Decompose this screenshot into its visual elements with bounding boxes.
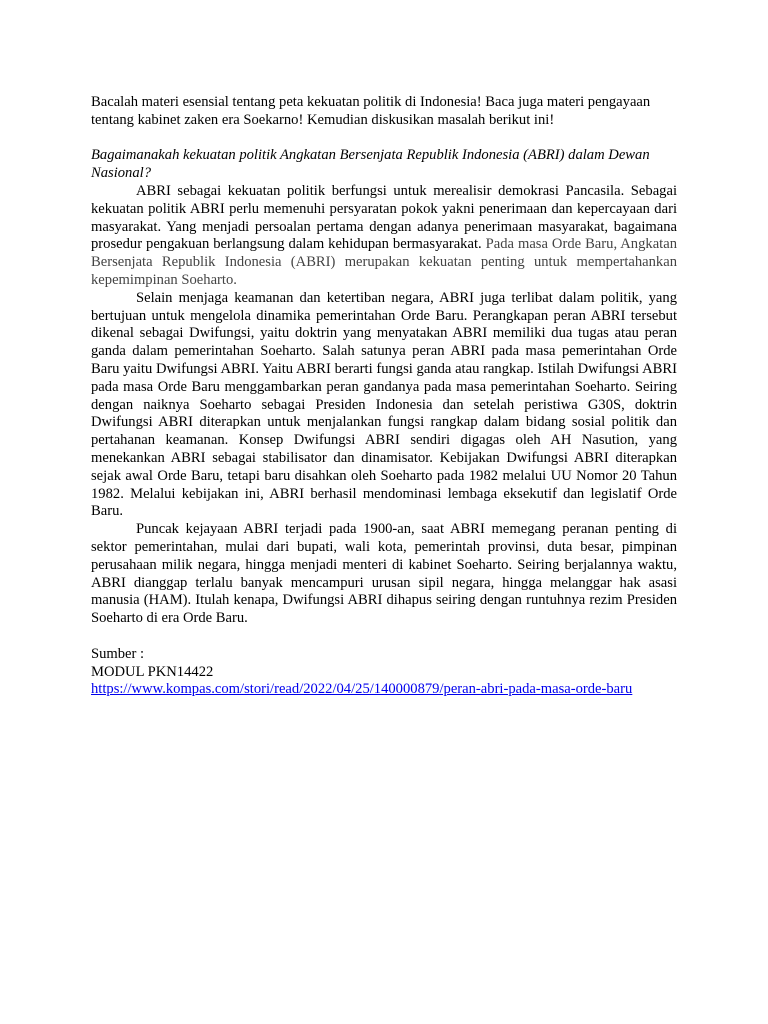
paragraph-1 — [91, 183, 677, 290]
paragraph-1-secondary: Pada masa Orde Baru, Angkatan Bersenjata Republik Indonesia (ABRI) merupakan kekuatan penting untuk mempertahankan kepemimpinan Soeharto. — [91, 236, 677, 288]
spacer — [91, 628, 677, 646]
paragraph-3: Puncak kejayaan ABRI terjadi pada 1900-an, saat ABRI memegang peranan penting di sektor pemerintahan, mulai dari bupati, wali kota, pemerintah provinsi, duta besar, pimpinan perusahaan milik negara, hingga menjadi menteri di kabinet Soeharto. Seiring berjalannya waktu, ABRI dianggap terlalu banyak mencampuri urusan sipil negara, hingga melanggar hak asasi manusia (HAM). Itulah kenapa, Dwifungsi ABRI dihapus seiring dengan runtuhnya rezim Presiden Soeharto di era Orde Baru. — [91, 521, 677, 627]
source-module: MODUL PKN14422 — [91, 663, 214, 680]
discussion-question: Bagaimanakah kekuatan politik Angkatan Bersenjata Republik Indonesia (ABRI) dalam Dewan Nasional? — [91, 147, 650, 182]
document-page — [91, 94, 677, 699]
spacer — [91, 130, 677, 148]
sources-heading: Sumber : — [91, 645, 145, 662]
source-link[interactable]: https://www.kompas.com/stori/read/2022/04/25/140000879/peran-abri-pada-masa-orde-baru — [91, 681, 633, 698]
paragraph-1-main: ABRI sebagai kekuatan politik berfungsi untuk merealisir demokrasi Pancasila. Sebagai kekuatan politik ABRI perlu memenuhi persyaratan pokok yakni penerimaan dan kepercayaan dari masyarakat. Yang menjadi persoalan pertama dengan adanya penerimaan masyarakat, bagaimana prosedur pengakuan berlangsung dalam kehidupan bermasyarakat. — [91, 182, 677, 253]
source-link-line — [91, 681, 677, 699]
paragraph-2: Selain menjaga keamanan dan ketertiban negara, ABRI juga terlibat dalam politik, yang bertujuan untuk mengelola dinamika pemerintahan Orde Baru. Perangkapan peran ABRI tersebut dikenal sebagai Dwifungsi, yaitu doktrin yang menyatakan ABRI memiliki dua tugas atau peran ganda dalam pemerintahan Soeharto. Salah satunya peran ABRI pada masa pemerintahan Orde Baru yaitu Dwifungsi ABRI. Yaitu ABRI berarti fungsi ganda atau rangkap. Istilah Dwifungsi ABRI pada masa Orde Baru menggambarkan peran gandanya pada masa pemerintahan Soeharto. Seiring dengan naiknya Soeharto sebagai Presiden Indonesia dan setelah peristiwa G30S, doktrin Dwifungsi ABRI diterapkan untuk menjalankan fungsi rangkap dalam bidang sosial politik dan pertahanan keamanan. Konsep Dwifungsi ABRI sendiri digagas oleh AH Nasution, yang menekankan ABRI sebagai stabilisator dan dinamisator. Kebijakan Dwifungsi ABRI diterapkan sejak awal Orde Baru, tetapi baru disahkan oleh Soeharto pada 1982 melalui UU Nomor 20 Tahun 1982. Melalui kebijakan ini, ABRI berhasil mendominasi lembaga eksekutif dan legislatif Orde Baru. — [91, 289, 677, 520]
intro-paragraph: Bacalah materi esensial tentang peta kekuatan politik di Indonesia! Baca juga materi pengayaan tentang kabinet zaken era Soekarno! Kemudian diskusikan masalah berikut ini! — [91, 94, 651, 128]
